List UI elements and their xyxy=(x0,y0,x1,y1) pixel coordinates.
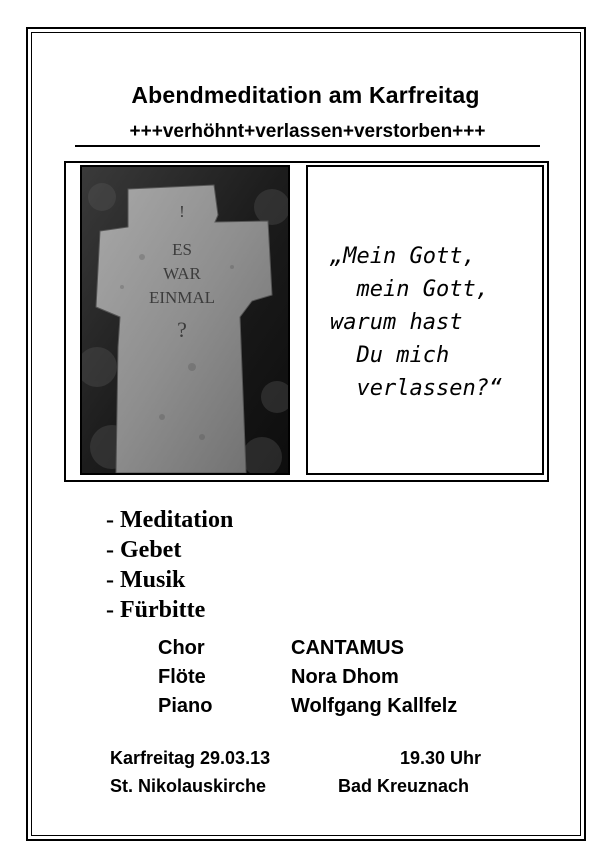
program-item-meditation: - Meditation xyxy=(106,507,234,533)
program-item-fuerbitte: - Fürbitte xyxy=(106,597,206,623)
cross-mark-question: ? xyxy=(177,317,187,342)
event-city: Bad Kreuznach xyxy=(338,776,470,796)
performers-list xyxy=(158,634,457,721)
cross-word-einmal: EINMAL xyxy=(148,288,216,307)
cross-mark-exclaim: ! xyxy=(179,202,185,221)
stone-cross-photo xyxy=(80,165,290,475)
program-list xyxy=(106,505,233,625)
performer-name: CANTAMUS xyxy=(291,637,404,659)
event-row-date xyxy=(110,744,510,772)
event-details xyxy=(110,744,510,800)
quote-text: „Mein Gott, mein Gott, warum hast Du mich verlassen?“ xyxy=(330,244,503,401)
page-title: Abendmeditation am Karfreitag xyxy=(131,82,480,108)
performer-row xyxy=(158,692,457,721)
cross-word-war: WAR xyxy=(163,264,201,283)
performer-role: Flöte xyxy=(158,666,206,688)
event-venue: St. Nikolauskirche xyxy=(110,776,267,796)
program-item-musik: - Musik xyxy=(106,567,186,593)
performer-row xyxy=(158,663,457,692)
page-subtitle: +++verhöhnt+verlassen+verstorben+++ xyxy=(75,121,540,147)
stone-cross-image xyxy=(82,167,288,473)
program-item-gebet: - Gebet xyxy=(106,537,182,563)
performer-role: Piano xyxy=(158,695,213,717)
performer-name: Wolfgang Kallfelz xyxy=(291,695,458,717)
event-date: Karfreitag 29.03.13 xyxy=(110,748,271,768)
performer-role: Chor xyxy=(158,637,205,659)
performer-name: Nora Dhom xyxy=(291,666,399,688)
event-time: 19.30 Uhr xyxy=(400,748,482,768)
event-row-location xyxy=(110,772,510,800)
cross-word-es: ES xyxy=(172,240,192,259)
performer-row xyxy=(158,634,457,663)
